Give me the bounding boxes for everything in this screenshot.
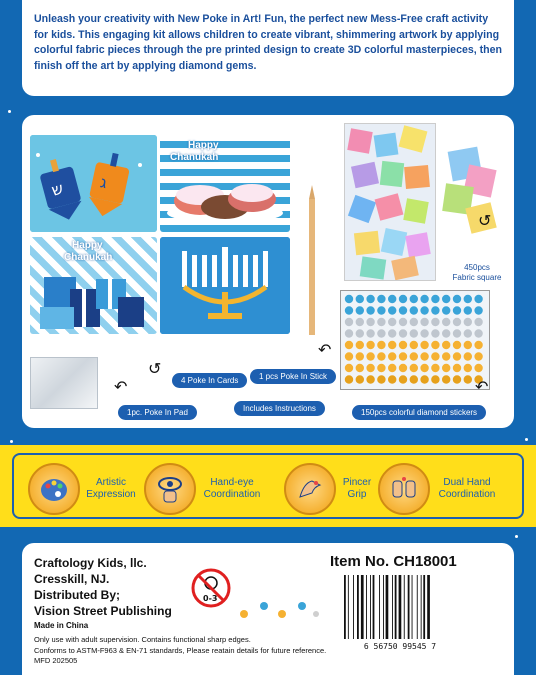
diamond-sticker [399, 329, 407, 337]
diamond-sticker [410, 318, 418, 326]
diamond-sticker [356, 318, 364, 326]
diamond-sticker [453, 295, 461, 303]
diamond-sticker [474, 352, 482, 360]
dreidels-illustration [30, 135, 157, 232]
item-number: Item No. CH18001 [330, 553, 457, 570]
card3-title-2: Chanukah [64, 252, 113, 263]
label-stickers: 150pcs colorful diamond stickers [352, 405, 486, 420]
diamond-sticker [431, 295, 439, 303]
diamond-sticker [464, 375, 472, 383]
diamond-sticker [442, 295, 450, 303]
skill-pincer-grip [284, 460, 376, 518]
barcode-bar [404, 575, 405, 639]
curly-arrow-icon: ↶ [475, 379, 489, 396]
skill-label: Artistic Expression [86, 477, 136, 500]
barcode-bar [386, 575, 389, 639]
barcode-bar [353, 575, 354, 639]
poke-card-dreidels [30, 135, 157, 232]
diamond-sticker [356, 329, 364, 337]
sparkle [8, 110, 11, 113]
diamond-sticker [366, 352, 374, 360]
diamond-sticker [345, 375, 353, 383]
barcode-bar [399, 575, 402, 639]
diamond-sticker [453, 375, 461, 383]
gem-icons [232, 598, 322, 623]
diamond-sticker [410, 352, 418, 360]
diamond-sticker [377, 352, 385, 360]
barcode-bar [348, 575, 349, 639]
diamond-sticker [366, 341, 374, 349]
diamond-sticker [453, 352, 461, 360]
poke-card-menorah [160, 237, 290, 334]
barcode-bar [412, 575, 413, 639]
diamond-sticker [410, 341, 418, 349]
diamond-sticker [366, 375, 374, 383]
diamond-sticker [377, 329, 385, 337]
diamond-sticker [399, 352, 407, 360]
diamond-sticker [399, 306, 407, 314]
skill-hand-eye-coordination [144, 460, 266, 518]
poke-card-gifts [30, 237, 157, 334]
diamond-sticker [366, 295, 374, 303]
company-info [34, 555, 172, 619]
label-instructions: Includes Instructions [234, 401, 325, 416]
poke-stick [305, 185, 319, 335]
kit-contents-panel [22, 115, 514, 428]
fabric-squares-bag [344, 123, 436, 281]
diamond-sticker [399, 318, 407, 326]
fabric-squares-illustration [345, 124, 436, 281]
diamond-sticker [388, 306, 396, 314]
barcode-bar [408, 575, 410, 639]
company-line-2: Cresskill, NJ. [34, 572, 110, 586]
diamond-sticker [431, 341, 439, 349]
diamond-sticker [345, 318, 353, 326]
diamond-sticker [399, 375, 407, 383]
diamond-sticker [431, 329, 439, 337]
card2-title-2: Chanukah [170, 152, 219, 163]
diamond-sticker [366, 329, 374, 337]
diamond-sticker [388, 341, 396, 349]
diamond-sticker [431, 318, 439, 326]
diamond-sticker [356, 364, 364, 372]
diamond-sticker [474, 364, 482, 372]
card3-title-1: Happy [72, 240, 103, 251]
svg-text:ש: ש [49, 178, 66, 200]
product-info-panel [22, 543, 514, 675]
diamond-sticker [356, 295, 364, 303]
diamond-sticker [420, 375, 428, 383]
diamond-sticker [431, 306, 439, 314]
diamond-sticker [410, 295, 418, 303]
sparkle [10, 440, 13, 443]
menorah-illustration [160, 237, 290, 334]
diamond-sticker [431, 364, 439, 372]
skills-band [0, 445, 536, 527]
warning-line-3: MFD 202505 [34, 656, 78, 665]
donuts-illustration [160, 135, 290, 232]
label-poke-cards: 4 Poke In Cards [172, 373, 247, 388]
barcode-bar [366, 575, 367, 639]
diamond-sticker [410, 364, 418, 372]
diamond-sticker [377, 341, 385, 349]
sparkle [525, 438, 528, 441]
barcode-bar [392, 575, 393, 639]
diamond-sticker [377, 318, 385, 326]
barcode-bar [417, 575, 418, 639]
made-in: Made in China [34, 621, 89, 630]
pinch-icon [284, 463, 336, 515]
diamond-sticker [356, 341, 364, 349]
diamond-sticker [366, 306, 374, 314]
diamond-sticker [464, 329, 472, 337]
sparkle [515, 535, 518, 538]
barcode-digits: 6 56750 99545 7 [363, 642, 437, 651]
diamond-sticker [442, 352, 450, 360]
skill-label: Dual Hand Coordination [438, 477, 496, 500]
diamond-sticker [420, 341, 428, 349]
diamond-sticker [388, 375, 396, 383]
diamond-sticker [420, 352, 428, 360]
skill-label: Pincer Grip [342, 477, 372, 500]
diamond-sticker [453, 318, 461, 326]
warning-line-1: Only use with adult supervision. Contains functional sharp edges. [34, 635, 251, 644]
diamond-sticker [356, 306, 364, 314]
company-line-1: Craftology Kids, llc. [34, 556, 147, 570]
two-hands-icon [378, 463, 430, 515]
diamond-sticker [442, 364, 450, 372]
barcode-bar [383, 575, 384, 639]
label-poke-stick: 1 pcs Poke In Stick [250, 369, 336, 384]
diamond-sticker [388, 352, 396, 360]
diamond-sticker [420, 295, 428, 303]
skill-artistic-expression [28, 460, 140, 518]
diamond-sticker [453, 364, 461, 372]
diamond-sticker [388, 318, 396, 326]
diamond-sticker [464, 306, 472, 314]
diamond-sticker [345, 306, 353, 314]
barcode-bar [423, 575, 425, 639]
poke-card-donuts [160, 135, 290, 232]
diamond-sticker [388, 295, 396, 303]
curly-arrow-icon: ↶ [318, 342, 332, 359]
diamond-stickers-sheet [340, 290, 490, 390]
safety-warnings [34, 635, 384, 667]
diamond-sticker [345, 341, 353, 349]
diamond-sticker [442, 375, 450, 383]
curly-arrow-icon: ↺ [148, 361, 162, 378]
poke-pad [30, 357, 98, 409]
diamond-sticker [399, 341, 407, 349]
diamond-sticker [366, 364, 374, 372]
diamond-sticker [345, 295, 353, 303]
diamond-sticker [453, 306, 461, 314]
diamond-sticker [399, 295, 407, 303]
diamond-sticker [366, 318, 374, 326]
barcode-bar [370, 575, 371, 639]
age-warning-icon [190, 567, 232, 609]
diamond-sticker [474, 295, 482, 303]
curly-arrow-icon: ↺ [478, 213, 492, 230]
curly-arrow-icon: ↶ [114, 379, 128, 396]
diamond-sticker [377, 364, 385, 372]
diamond-sticker [474, 329, 482, 337]
svg-text:ג: ג [98, 172, 109, 193]
diamond-sticker [420, 306, 428, 314]
barcode-bar [421, 575, 422, 639]
diamond-sticker [442, 329, 450, 337]
diamond-sticker [377, 306, 385, 314]
diamond-sticker [399, 364, 407, 372]
card2-title-1: Happy [188, 140, 219, 151]
warning-line-2: Conforms to ASTM-F963 & EN-71 standards, Please reatain details for future reference. [34, 645, 327, 655]
label-poke-pad: 1pc. Poke In Pad [118, 405, 197, 420]
diamond-sticker [345, 329, 353, 337]
diamond-sticker [410, 306, 418, 314]
diamond-stickers-grid [341, 291, 491, 391]
barcode-bar [344, 575, 346, 639]
diamond-sticker [464, 295, 472, 303]
diamond-sticker [442, 341, 450, 349]
diamond-sticker [410, 375, 418, 383]
diamond-sticker [464, 364, 472, 372]
barcode [340, 573, 460, 651]
diamond-sticker [345, 352, 353, 360]
diamond-sticker [388, 329, 396, 337]
diamond-sticker [420, 318, 428, 326]
diamond-sticker [345, 364, 353, 372]
diamond-sticker [377, 375, 385, 383]
diamond-sticker [464, 318, 472, 326]
skill-dual-hand-coordination [378, 460, 502, 518]
barcode-bar [373, 575, 375, 639]
diamond-sticker [464, 352, 472, 360]
diamond-sticker [388, 364, 396, 372]
skills-frame [12, 453, 524, 519]
barcode-bar [361, 575, 364, 639]
skill-label: Hand-eye Coordination [203, 477, 261, 500]
diamond-sticker [431, 375, 439, 383]
diamond-sticker [453, 341, 461, 349]
diamond-sticker [474, 341, 482, 349]
diamond-sticker [442, 318, 450, 326]
diamond-sticker [442, 306, 450, 314]
barcode-bar [427, 575, 430, 639]
palette-icon [28, 463, 80, 515]
diamond-sticker [431, 352, 439, 360]
diamond-sticker [377, 295, 385, 303]
diamond-sticker [356, 352, 364, 360]
diamond-sticker [474, 306, 482, 314]
barcode-bar [395, 575, 397, 639]
eye-hand-icon [144, 463, 196, 515]
diamond-sticker [356, 375, 364, 383]
diamond-sticker [420, 364, 428, 372]
barcode-bar [379, 575, 380, 639]
age-warning-text: 0-3 [203, 594, 218, 603]
fabric-label: 450pcs Fabric square [452, 263, 502, 282]
barcode-bar [357, 575, 359, 639]
product-description [22, 0, 514, 96]
company-line-3: Distributed By; [34, 588, 121, 602]
diamond-sticker [420, 329, 428, 337]
diamond-sticker [410, 329, 418, 337]
diamond-sticker [453, 329, 461, 337]
company-line-4: Vision Street Publishing [34, 604, 172, 618]
diamond-sticker [464, 341, 472, 349]
diamond-sticker [474, 318, 482, 326]
description-text: Unleash your creativity with New Poke in Art! Fun, the perfect new Mess-Free craft activity for kids. This engaging kit allows children to create vibrant, shimmering artwork by applying colorful fabric pieces through the pre printed design to create 3D colorful masterpieces, then finish off the art by applying diamond gems. [34, 13, 502, 72]
